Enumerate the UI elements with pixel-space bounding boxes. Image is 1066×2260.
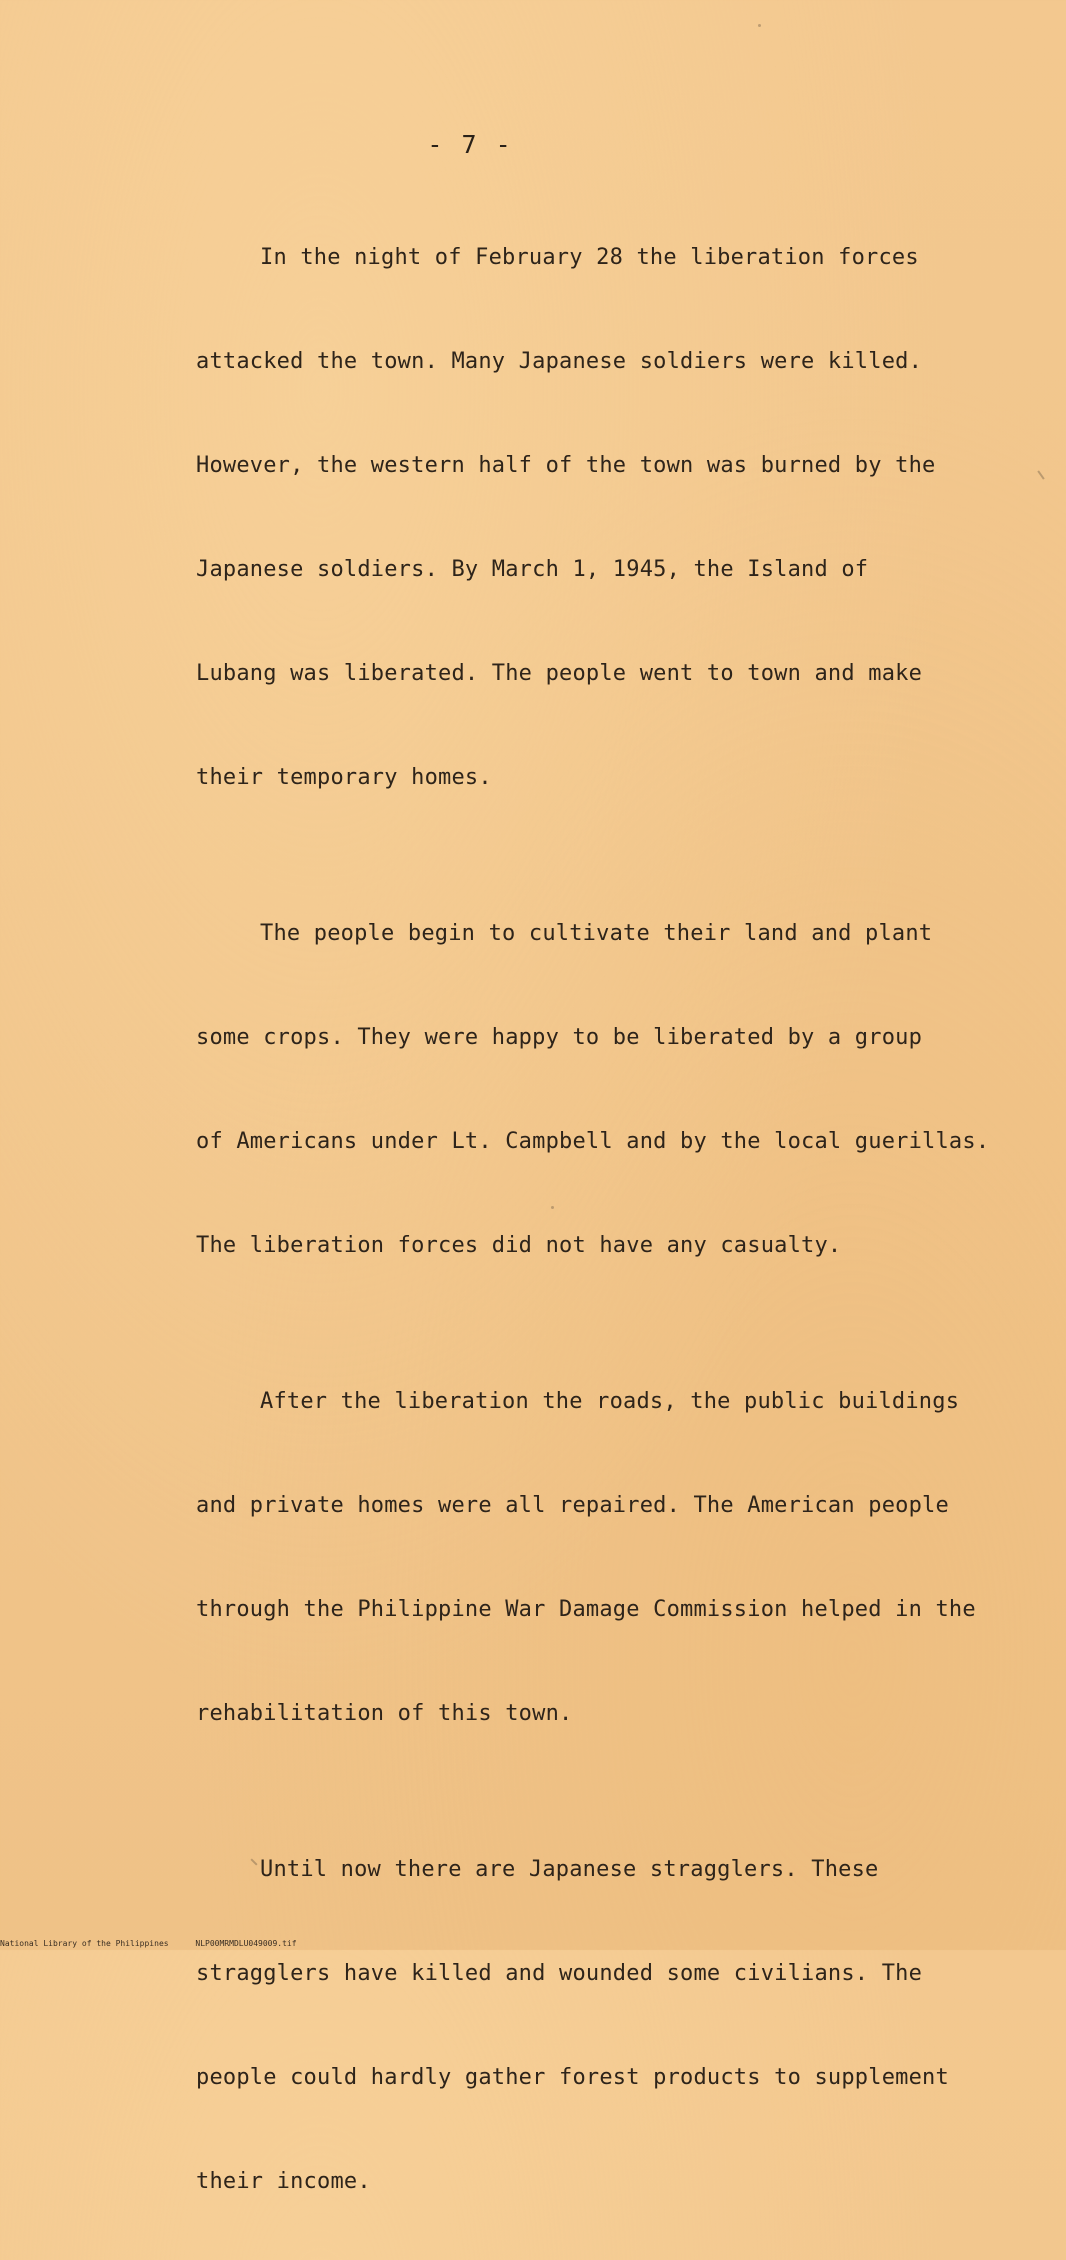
text-line: The liberation forces did not have any casualty. — [196, 1233, 842, 1258]
text-line: of Americans under Lt. Campbell and by the local guerillas. — [196, 1129, 990, 1154]
page-number: - 7 - — [427, 130, 513, 159]
scan-footer — [0, 1939, 297, 1948]
text-line: through the Philippine War Damage Commission helped in the — [196, 1597, 976, 1622]
paper-speck — [758, 24, 761, 27]
paragraph-4 — [196, 1792, 986, 2260]
text-line: The people begin to cultivate their land and plant — [260, 921, 933, 946]
document-body — [196, 180, 990, 2260]
footer-filename: NLP00MRMDLU049009.tif — [195, 1939, 297, 1948]
text-line: some crops. They were happy to be liberated by a group — [196, 1025, 923, 1050]
paper-speck — [1037, 470, 1044, 479]
text-line: people could hardly gather forest products to supplement — [196, 2065, 949, 2090]
text-line: rehabilitation of this town. — [196, 1701, 573, 1726]
text-line: their income. — [196, 2169, 371, 2194]
text-line: their temporary homes. — [196, 765, 492, 790]
text-line: Japanese soldiers. By March 1, 1945, the Island of — [196, 557, 869, 582]
text-line: attacked the town. Many Japanese soldiers were killed. — [196, 349, 923, 374]
text-line: However, the western half of the town was burned by the — [196, 453, 936, 478]
text-line: In the night of February 28 the liberation forces — [260, 245, 919, 270]
text-line: and private homes were all repaired. The American people — [196, 1493, 949, 1518]
text-line: Lubang was liberated. The people went to town and make — [196, 661, 923, 686]
text-line: stragglers have killed and wounded some civilians. The — [196, 1961, 923, 1986]
paper-speck — [551, 1206, 554, 1209]
text-line: After the liberation the roads, the public buildings — [260, 1389, 960, 1414]
paragraph-1 — [196, 180, 986, 856]
paragraph-2 — [196, 856, 990, 1324]
footer-library: National Library of the Philippines — [0, 1939, 169, 1948]
paragraph-3 — [196, 1324, 986, 1792]
text-line: Until now there are Japanese stragglers. These — [260, 1857, 879, 1882]
